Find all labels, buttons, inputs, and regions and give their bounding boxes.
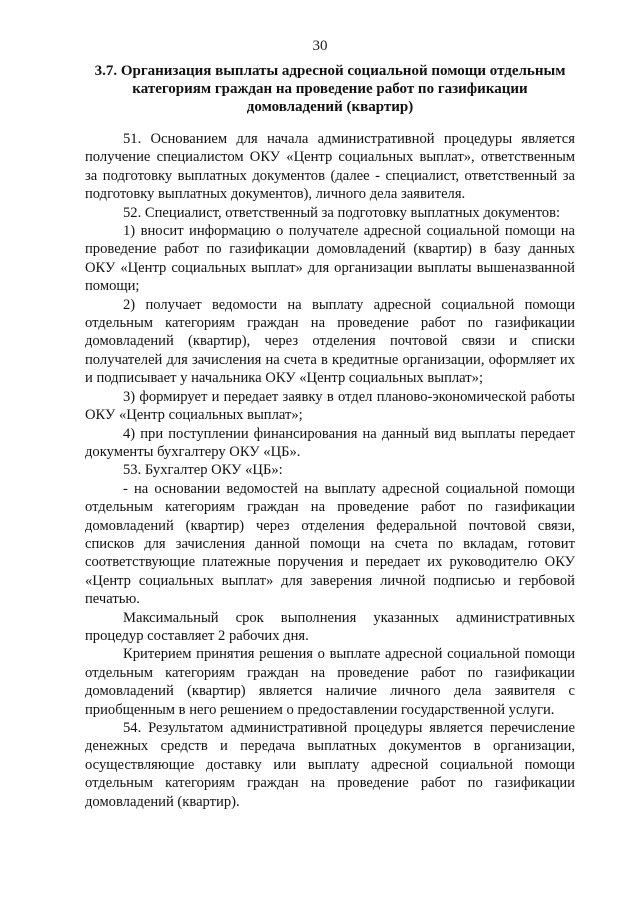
list-item-3: 3) формирует и передает заявку в отдел планово-экономической работы ОКУ «Центр социальных выплат»; xyxy=(85,388,575,424)
list-item-4: 4) при поступлении финансирования на данный вид выплаты передает документы бухгалтеру ОКУ «ЦБ». xyxy=(85,425,575,460)
paragraph-52: 52. Специалист, ответственный за подготовку выплатных документов: xyxy=(123,204,561,221)
criterion-paragraph: Критерием принятия решения о выплате адресной социальной помощи отдельным категориям граждан на проведение работ по газификации домовладений (квартир) является наличие личного дела заявителя с приобщенным в него решением о предоставлении государственной услуги. xyxy=(85,646,575,718)
page-number: 30 xyxy=(312,38,328,54)
paragraph-53-detail: - на основании ведомостей на выплату адресной социальной помощи отдельным категориям граждан на проведение работ по газификации домовладений (квартир) через отделения федеральной почтовой связи, списков для зачисления данной помощи на счета по вкладам, готовит соответствующие платежные поручения и передает их руководителю ОКУ «Центр социальных выплат» для заверения личной подписью и гербовой печатью. xyxy=(85,480,575,608)
section-title: 3.7. Организация выплаты адресной социальной помощи отдельным категориям граждан на проведение работ по газификации домовладений (квартир) xyxy=(94,63,566,115)
list-item-1: 1) вносит информацию о получателе адресной социальной помощи на проведение работ по газификации домовладений (квартир) в базу данных ОКУ «Центр социальных выплат» для организации выплаты вышеназванной помощи; xyxy=(85,223,575,295)
document-body xyxy=(85,130,575,811)
paragraph-53: 53. Бухгалтер ОКУ «ЦБ»: xyxy=(123,462,283,479)
paragraph-51: 51. Основанием для начала административной процедуры является получение специалистом ОКУ «Центр социальных выплат», ответственным за подготовку выплатных документов (далее - специалист, ответственный за подготовку выплатных документов), личного дела заявителя. xyxy=(85,131,575,203)
max-term-paragraph: Максимальный срок выполнения указанных административных процедур составляет 2 рабочих дня. xyxy=(85,609,575,644)
paragraph-54: 54. Результатом административной процедуры является перечисление денежных средств и передача выплатных документов в организации, осуществляющие доставку или выплату адресной социальной помощи отдельным категориям граждан на проведение работ по газификации домовладений (квартир). xyxy=(85,720,575,810)
list-item-2: 2) получает ведомости на выплату адресной социальной помощи отдельным категориям граждан на проведение работ по газификации домовладений (квартир), через отделения почтовой связи и списки получателей для зачисления на счета в кредитные организации, оформляет их и подписывает у начальника ОКУ «Центр социальных выплат»; xyxy=(85,296,575,387)
